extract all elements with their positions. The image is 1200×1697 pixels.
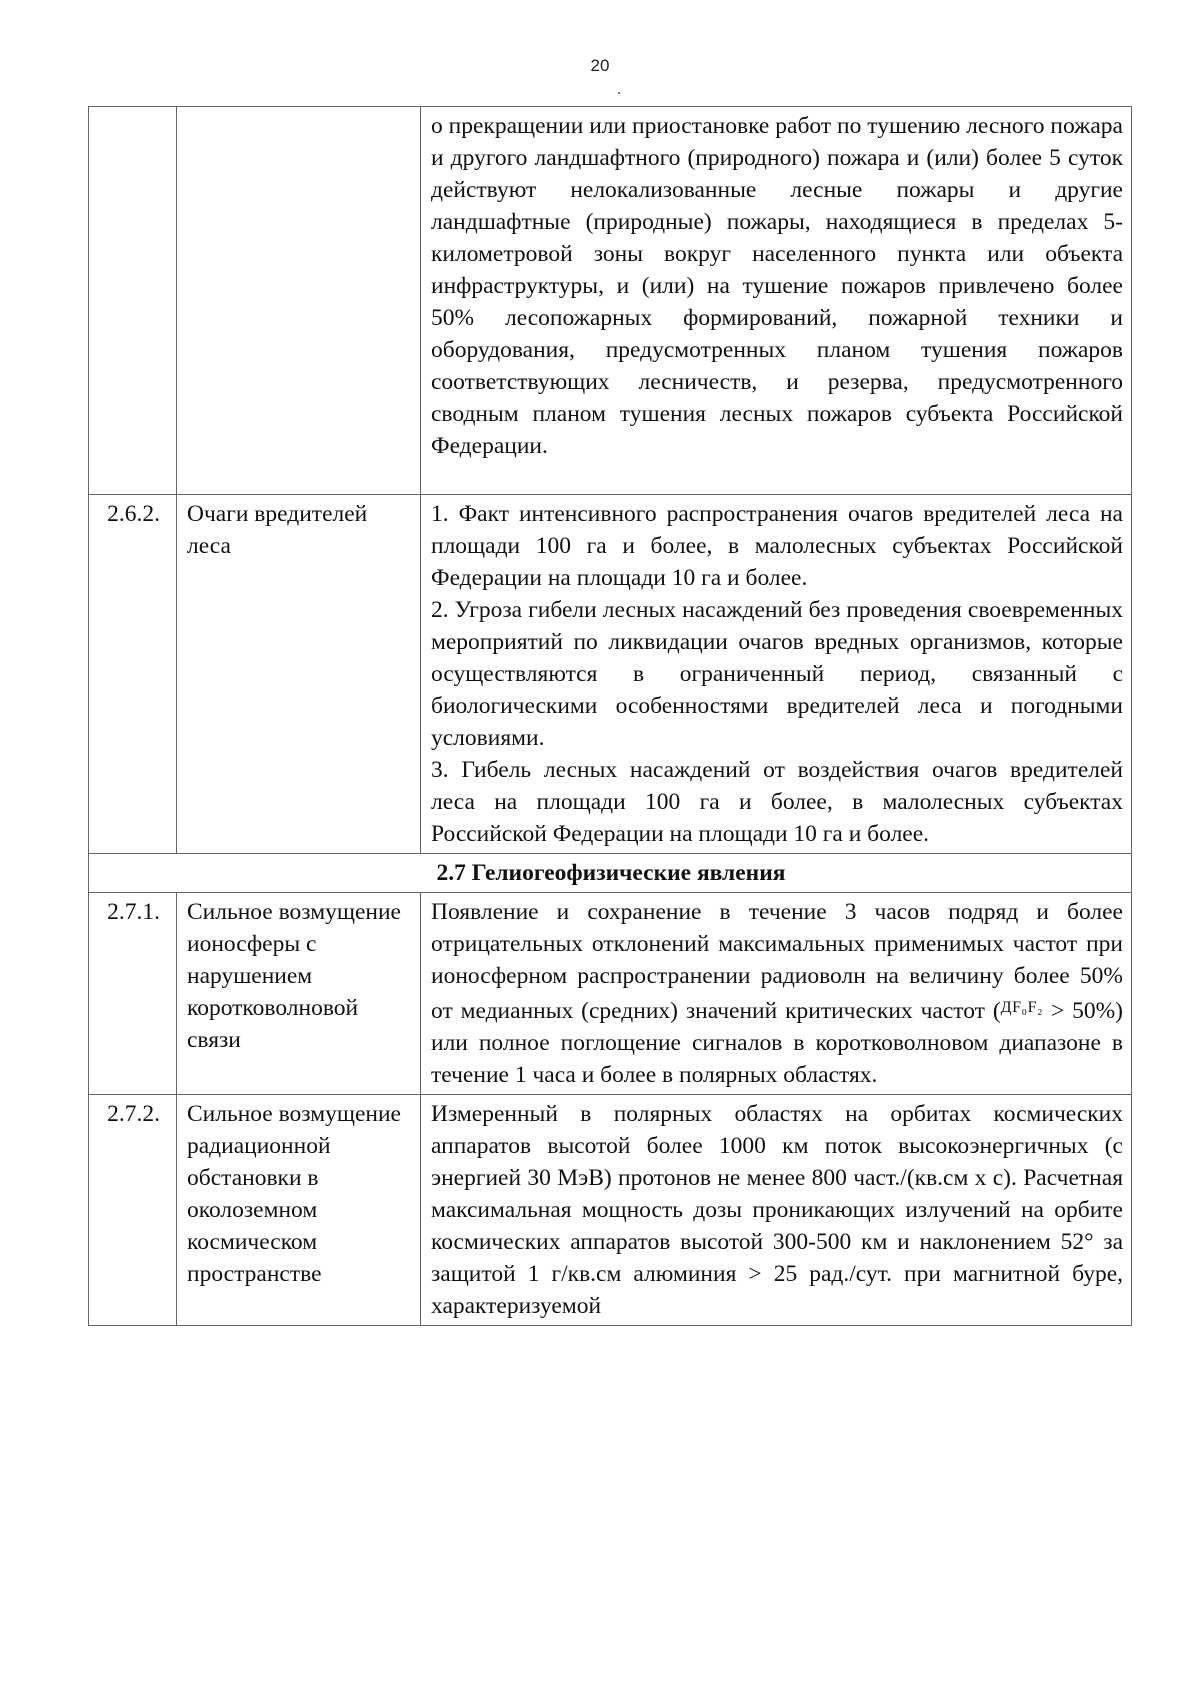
- criteria-text-start: Появление и сохранение в течение 3 часов подряд и более отрицательных отклонений максимальных применимых частот при ионосферном распространении радиоволн на величину более 50% от медианных (средних) значений критических частот (: [431, 899, 1123, 1024]
- frequency-deviation-symbol: ДF₀F₂: [1000, 999, 1044, 1016]
- table-row: [89, 893, 1132, 1095]
- criteria-paragraph: 1. Факт интенсивного распространения очагов вредителей леса на площади 100 га и более, в малолесных субъектах Российской Федерации на площади 10 га и более.: [431, 501, 1123, 591]
- criteria-paragraph: о прекращении или приостановке работ по тушению лесного пожара и другого ландшафтного (природного) пожара и (или) более 5 суток действуют нелокализованные лесные пожары и другие ландшафтные (природные) пожары, находящиеся в пределах 5-километровой зоны вокруг населенного пункта или объекта инфраструктуры, и (или) на тушение пожаров привлечено более 50% лесопожарных формирований, пожарной техники и оборудования, предусмотренных планом тушения пожаров соответствующих лесничеств, и резерва, предусмотренного сводным планом тушения лесных пожаров субъекта Российской Федерации.: [431, 113, 1123, 459]
- row-number: 2.7.2.: [89, 1095, 177, 1326]
- row-category: [177, 107, 421, 495]
- row-criteria: [421, 107, 1132, 495]
- row-criteria: [421, 893, 1132, 1095]
- row-category: Сильное возмущение ионосферы с нарушением коротковолновой связи: [177, 893, 421, 1095]
- section-heading: 2.7 Гелиогеофизические явления: [89, 854, 1132, 893]
- emergency-criteria-table: [88, 106, 1132, 1326]
- section-row: [89, 854, 1132, 893]
- table-row: [89, 107, 1132, 495]
- row-criteria: Измеренный в полярных областях на орбитах космических аппаратов высотой более 1000 км поток высокоэнергичных (с энергией 30 МэВ) протонов не менее 800 част./(кв.см х с). Расчетная максимальная мощность дозы проникающих излучений на орбите космических аппаратов высотой 300-500 км и наклонением 52° за защитой 1 г/кв.см алюминия > 25 рад./сут. при магнитной буре, характеризуемой: [421, 1095, 1132, 1326]
- criteria-paragraph: 3. Гибель лесных насаждений от воздействия очагов вредителей леса на площади 100 га и более, в малолесных субъектах Российской Федерации на площади 10 га и более.: [431, 757, 1123, 847]
- scan-speck: [618, 92, 620, 94]
- row-category: Очаги вредителей леса: [177, 495, 421, 854]
- criteria-paragraph: 2. Угроза гибели лесных насаждений без проведения своевременных мероприятий по ликвидации очагов вредных организмов, которые осуществляются в ограниченный период, связанный с биологическими особенностями вредителей леса и погодными условиями.: [431, 597, 1123, 751]
- table-row: [89, 1095, 1132, 1326]
- row-criteria: [421, 495, 1132, 854]
- row-number: 2.6.2.: [89, 495, 177, 854]
- table-row: [89, 495, 1132, 854]
- criteria-text-end: > 50%) или полное поглощение сигналов в коротковолновом диапазоне в течение 1 часа и более в полярных областях.: [431, 998, 1123, 1088]
- page-number: 20: [590, 56, 610, 75]
- row-number: [89, 107, 177, 495]
- row-number: 2.7.1.: [89, 893, 177, 1095]
- row-category: Сильное возмущение радиационной обстановки в околоземном космическом пространстве: [177, 1095, 421, 1326]
